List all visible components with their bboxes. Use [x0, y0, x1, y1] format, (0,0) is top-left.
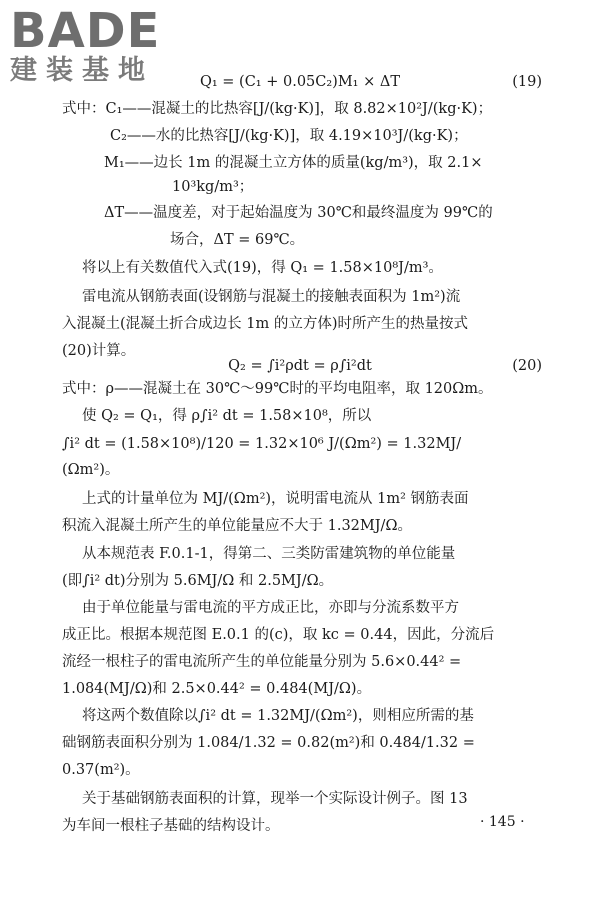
text-line: 式中：ρ——混凝土在 30℃～99℃时的平均电阻率，取 120Ωm。	[62, 381, 493, 397]
text-line: 将这两个数值除以∫i² dt = 1.32MJ/(Ωm²)，则相应所需的基	[82, 708, 474, 724]
text-line: 式中：C₁——混凝土的比热容[J/(kg·K)]，取 8.82×10²J/(kg·K)；	[62, 101, 493, 117]
text-line: 关于基础钢筋表面积的计算，现举一个实际设计例子。图 13	[82, 791, 468, 807]
text-line: (20)计算。	[62, 343, 136, 359]
page-number: · 145 ·	[480, 814, 525, 830]
text-line: 从本规范表 F.0.1-1，得第二、三类防雷建筑物的单位能量	[82, 546, 456, 562]
logo	[10, 3, 180, 86]
text-line: 1.084(MJ/Ω)和 2.5×0.44² = 0.484(MJ/Ω)。	[62, 681, 372, 697]
text-line: (即∫i² dt)分别为 5.6MJ/Ω 和 2.5MJ/Ω。	[62, 573, 334, 589]
text-line: 础钢筋表面积分别为 1.084/1.32 = 0.82(m²)和 0.484/1.32 =	[62, 735, 475, 751]
text-line: M₁——边长 1m 的混凝土立方体的质量(kg/m³)，取 2.1×	[104, 155, 483, 171]
text-line: 积流入混凝土所产生的单位能量应不大于 1.32MJ/Ω。	[62, 518, 412, 534]
text-line: 使 Q₂ = Q₁，得 ρ∫i² dt = 1.58×10⁸，所以	[82, 408, 372, 424]
text-line: 上式的计量单位为 MJ/(Ωm²)，说明雷电流从 1m² 钢筋表面	[82, 491, 469, 507]
equation-20: Q₂ = ∫i²ρdt = ρ∫i²dt	[228, 358, 372, 374]
text-line: ∫i² dt = (1.58×10⁸)/120 = 1.32×10⁶ J/(Ωm²) = 1.32MJ/	[62, 436, 462, 452]
text-line: 0.37(m²)。	[62, 762, 140, 778]
text-line: 雷电流从钢筋表面(设钢筋与混凝土的接触表面积为 1m²)流	[82, 289, 461, 305]
text-line: 由于单位能量与雷电流的平方成正比，亦即与分流系数平方	[82, 600, 459, 616]
text-line: 场合，ΔT = 69℃。	[170, 232, 305, 248]
equation-number-19: (19)	[512, 74, 542, 90]
logo-subtitle: 建装基地	[10, 55, 154, 86]
text-line: ΔT——温度差，对于起始温度为 30℃和最终温度为 99℃的	[104, 205, 493, 221]
text-line: 成正比。根据本规范图 E.0.1 的(c)，取 kc = 0.44，因此，分流后	[62, 627, 495, 643]
text-line: 入混凝土(混凝土折合成边长 1m 的立方体)时所产生的热量按式	[62, 316, 469, 332]
text-line: 10³kg/m³；	[172, 179, 254, 195]
text-line: C₂——水的比热容[J/(kg·K)]，取 4.19×10³J/(kg·K)；	[110, 128, 468, 144]
text-line: 为车间一根柱子基础的结构设计。	[62, 818, 280, 834]
logo-brand: BADE	[10, 3, 161, 59]
text-line: 流经一根柱子的雷电流所产生的单位能量分别为 5.6×0.44² =	[62, 654, 462, 670]
text-line: 将以上有关数值代入式(19)，得 Q₁ = 1.58×10⁸J/m³。	[82, 260, 443, 276]
equation-19: Q₁ = (C₁ + 0.05C₂)M₁ × ΔT	[199, 74, 401, 90]
equation-number-20: (20)	[512, 358, 542, 374]
text-line: (Ωm²)。	[62, 462, 120, 478]
